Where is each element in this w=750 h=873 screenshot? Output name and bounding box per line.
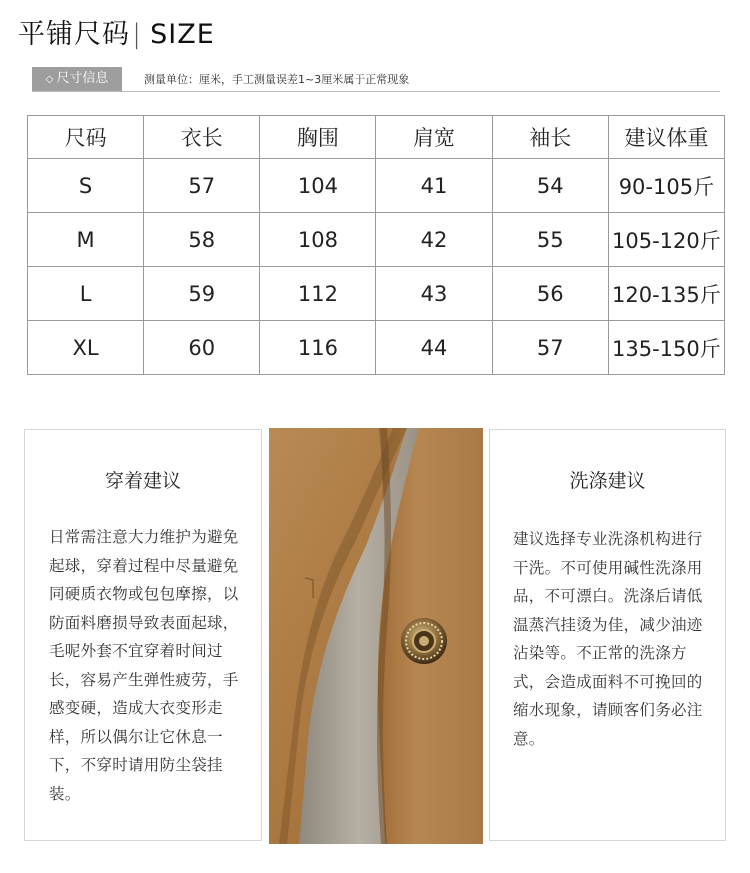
diamond-icon: ◇: [45, 74, 54, 85]
wash-advice-text: 建议选择专业洗涤机构进行干洗。不可使用碱性洗涤用品，不可漂白。洗涤后请低温蒸汽挂烫为佳，减少油迹沾染等。不正常的洗涤方式，会造成面料不可挽回的缩水现象，请顾客们务必注意。: [513, 530, 703, 748]
size-info-tag: [32, 67, 122, 91]
table-cell: 120-135斤: [608, 267, 724, 321]
table-header-row: [28, 116, 725, 159]
table-cell: 108: [260, 213, 376, 267]
table-cell: 42: [376, 213, 492, 267]
table-cell: S: [28, 159, 144, 213]
table-cell: 56: [492, 267, 608, 321]
table-cell: 116: [260, 321, 376, 375]
wear-advice-text: 日常需注意大力维护为避免起球，穿着过程中尽量避免同硬质衣物或包包摩擦，以防面料磨损导致表面起球，毛呢外套不宜穿着时间过长，容易产生弹性疲劳，手感变硬，造成大衣变形走样，所以偶尔让它休息一下，不穿时请用防尘袋挂装。: [49, 528, 239, 803]
table-cell: 55: [492, 213, 608, 267]
size-info-label: 尺寸信息: [56, 71, 109, 86]
table-row: [28, 267, 725, 321]
column-header: 胸围: [260, 116, 376, 159]
table-cell: 43: [376, 267, 492, 321]
table-cell: 41: [376, 159, 492, 213]
table-row: [28, 321, 725, 375]
table-cell: 135-150斤: [608, 321, 724, 375]
column-header: 衣长: [144, 116, 260, 159]
wear-advice-title: 穿着建议: [104, 470, 181, 492]
table-cell: 104: [260, 159, 376, 213]
table-cell: 90-105斤: [608, 159, 724, 213]
measurement-note: 测量单位：厘米，手工测量误差1~3厘米属于正常现象: [144, 73, 410, 86]
wash-advice-title: 洗涤建议: [569, 470, 646, 492]
wash-advice-panel: [489, 429, 726, 841]
table-cell: XL: [28, 321, 144, 375]
column-header: 袖长: [492, 116, 608, 159]
title-en: SIZE: [150, 19, 215, 50]
table-cell: 57: [492, 321, 608, 375]
table-cell: 54: [492, 159, 608, 213]
wear-advice-panel: [24, 429, 262, 841]
table-row: [28, 213, 725, 267]
coat-fabric-image: [269, 428, 483, 844]
table-cell: 59: [144, 267, 260, 321]
size-table: [27, 115, 725, 375]
table-cell: 58: [144, 213, 260, 267]
table-cell: 44: [376, 321, 492, 375]
coat-detail-photo: [269, 428, 483, 844]
column-header: 肩宽: [376, 116, 492, 159]
column-header: 建议体重: [608, 116, 724, 159]
table-cell: L: [28, 267, 144, 321]
table-cell: 112: [260, 267, 376, 321]
table-row: [28, 159, 725, 213]
title-separator: |: [132, 19, 143, 50]
column-header: 尺码: [28, 116, 144, 159]
table-cell: M: [28, 213, 144, 267]
table-cell: 57: [144, 159, 260, 213]
table-cell: 105-120斤: [608, 213, 724, 267]
table-cell: 60: [144, 321, 260, 375]
page-title: [18, 12, 215, 51]
title-cn: 平铺尺码: [18, 19, 130, 50]
size-info-bar: [32, 67, 720, 92]
